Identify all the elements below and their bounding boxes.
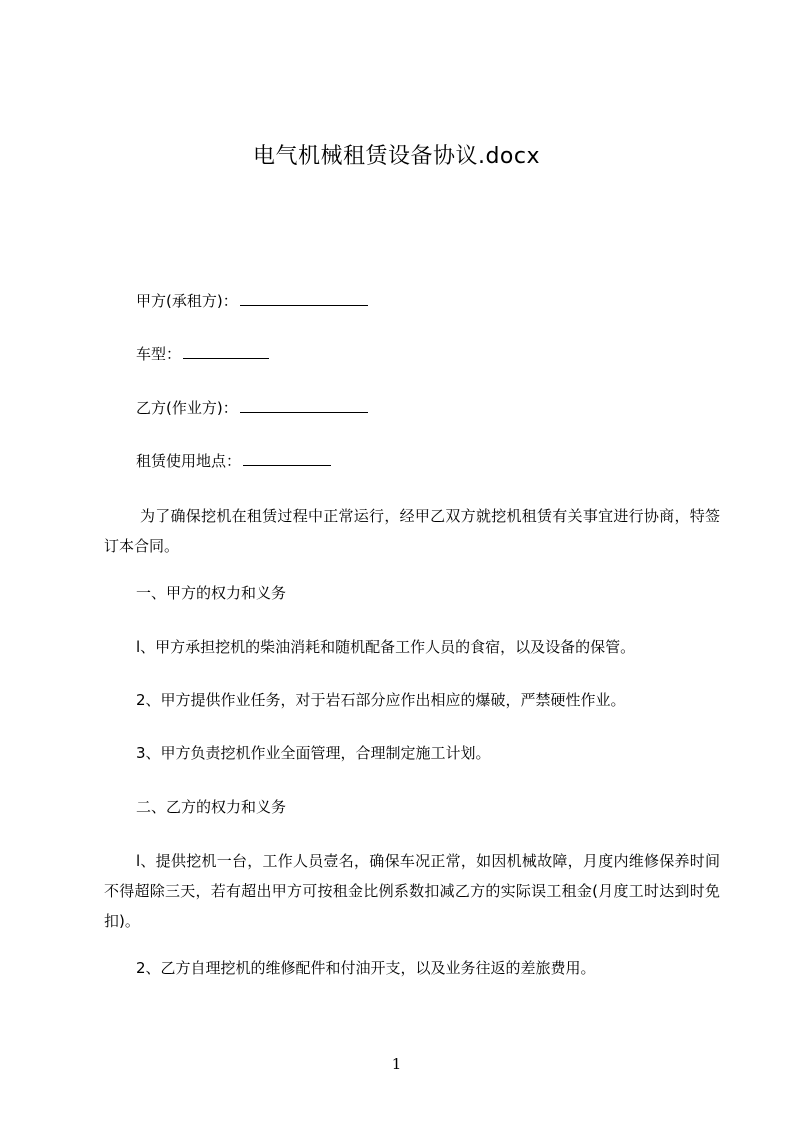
location-field	[136, 450, 331, 472]
location-blank	[243, 453, 331, 466]
section-b-item-2: 2、乙方自理挖机的维修配件和付油开支，以及业务往返的差旅费用。	[136, 959, 596, 977]
section-a-heading: 一、甲方的权力和义务	[136, 584, 287, 602]
vehicle-type-blank	[183, 346, 269, 359]
vehicle-type-label: 车型：	[136, 345, 182, 363]
party-b-field	[136, 397, 368, 419]
party-a-blank	[240, 293, 368, 306]
section-a-item-1: l、甲方承担挖机的柴油消耗和随机配备工作人员的食宿，以及设备的保管。	[136, 638, 636, 656]
party-a-label: 甲方(承租方)：	[136, 292, 238, 310]
document-title: 电气机械租赁设备协议.docx	[252, 144, 541, 169]
vehicle-type-field	[136, 343, 269, 365]
party-a-field	[136, 290, 368, 312]
party-b-blank	[240, 400, 368, 413]
section-b-heading: 二、乙方的权力和义务	[136, 798, 287, 816]
intro-paragraph: 为了确保挖机在租赁过程中正常运行，经甲乙双方就挖机租赁有关事宜进行协商，特签订本合同。	[104, 507, 720, 555]
section-a-item-2: 2、甲方提供作业任务，对于岩石部分应作出相应的爆破，严禁硬性作业。	[136, 691, 626, 709]
location-label: 租赁使用地点：	[136, 452, 242, 470]
party-b-label: 乙方(作业方)：	[136, 399, 238, 417]
page-number: 1	[391, 1055, 402, 1073]
section-b-item-1: l、提供挖机一台，工作人员壹名，确保车况正常，如因机械故障，月度内维修保养时间不得超除三天，若有超出甲方可按租金比例系数扣减乙方的实际误工租金(月度工时达到时免扣)。	[104, 852, 720, 930]
section-a-item-3: 3、甲方负责挖机作业全面管理，合理制定施工计划。	[136, 744, 491, 762]
